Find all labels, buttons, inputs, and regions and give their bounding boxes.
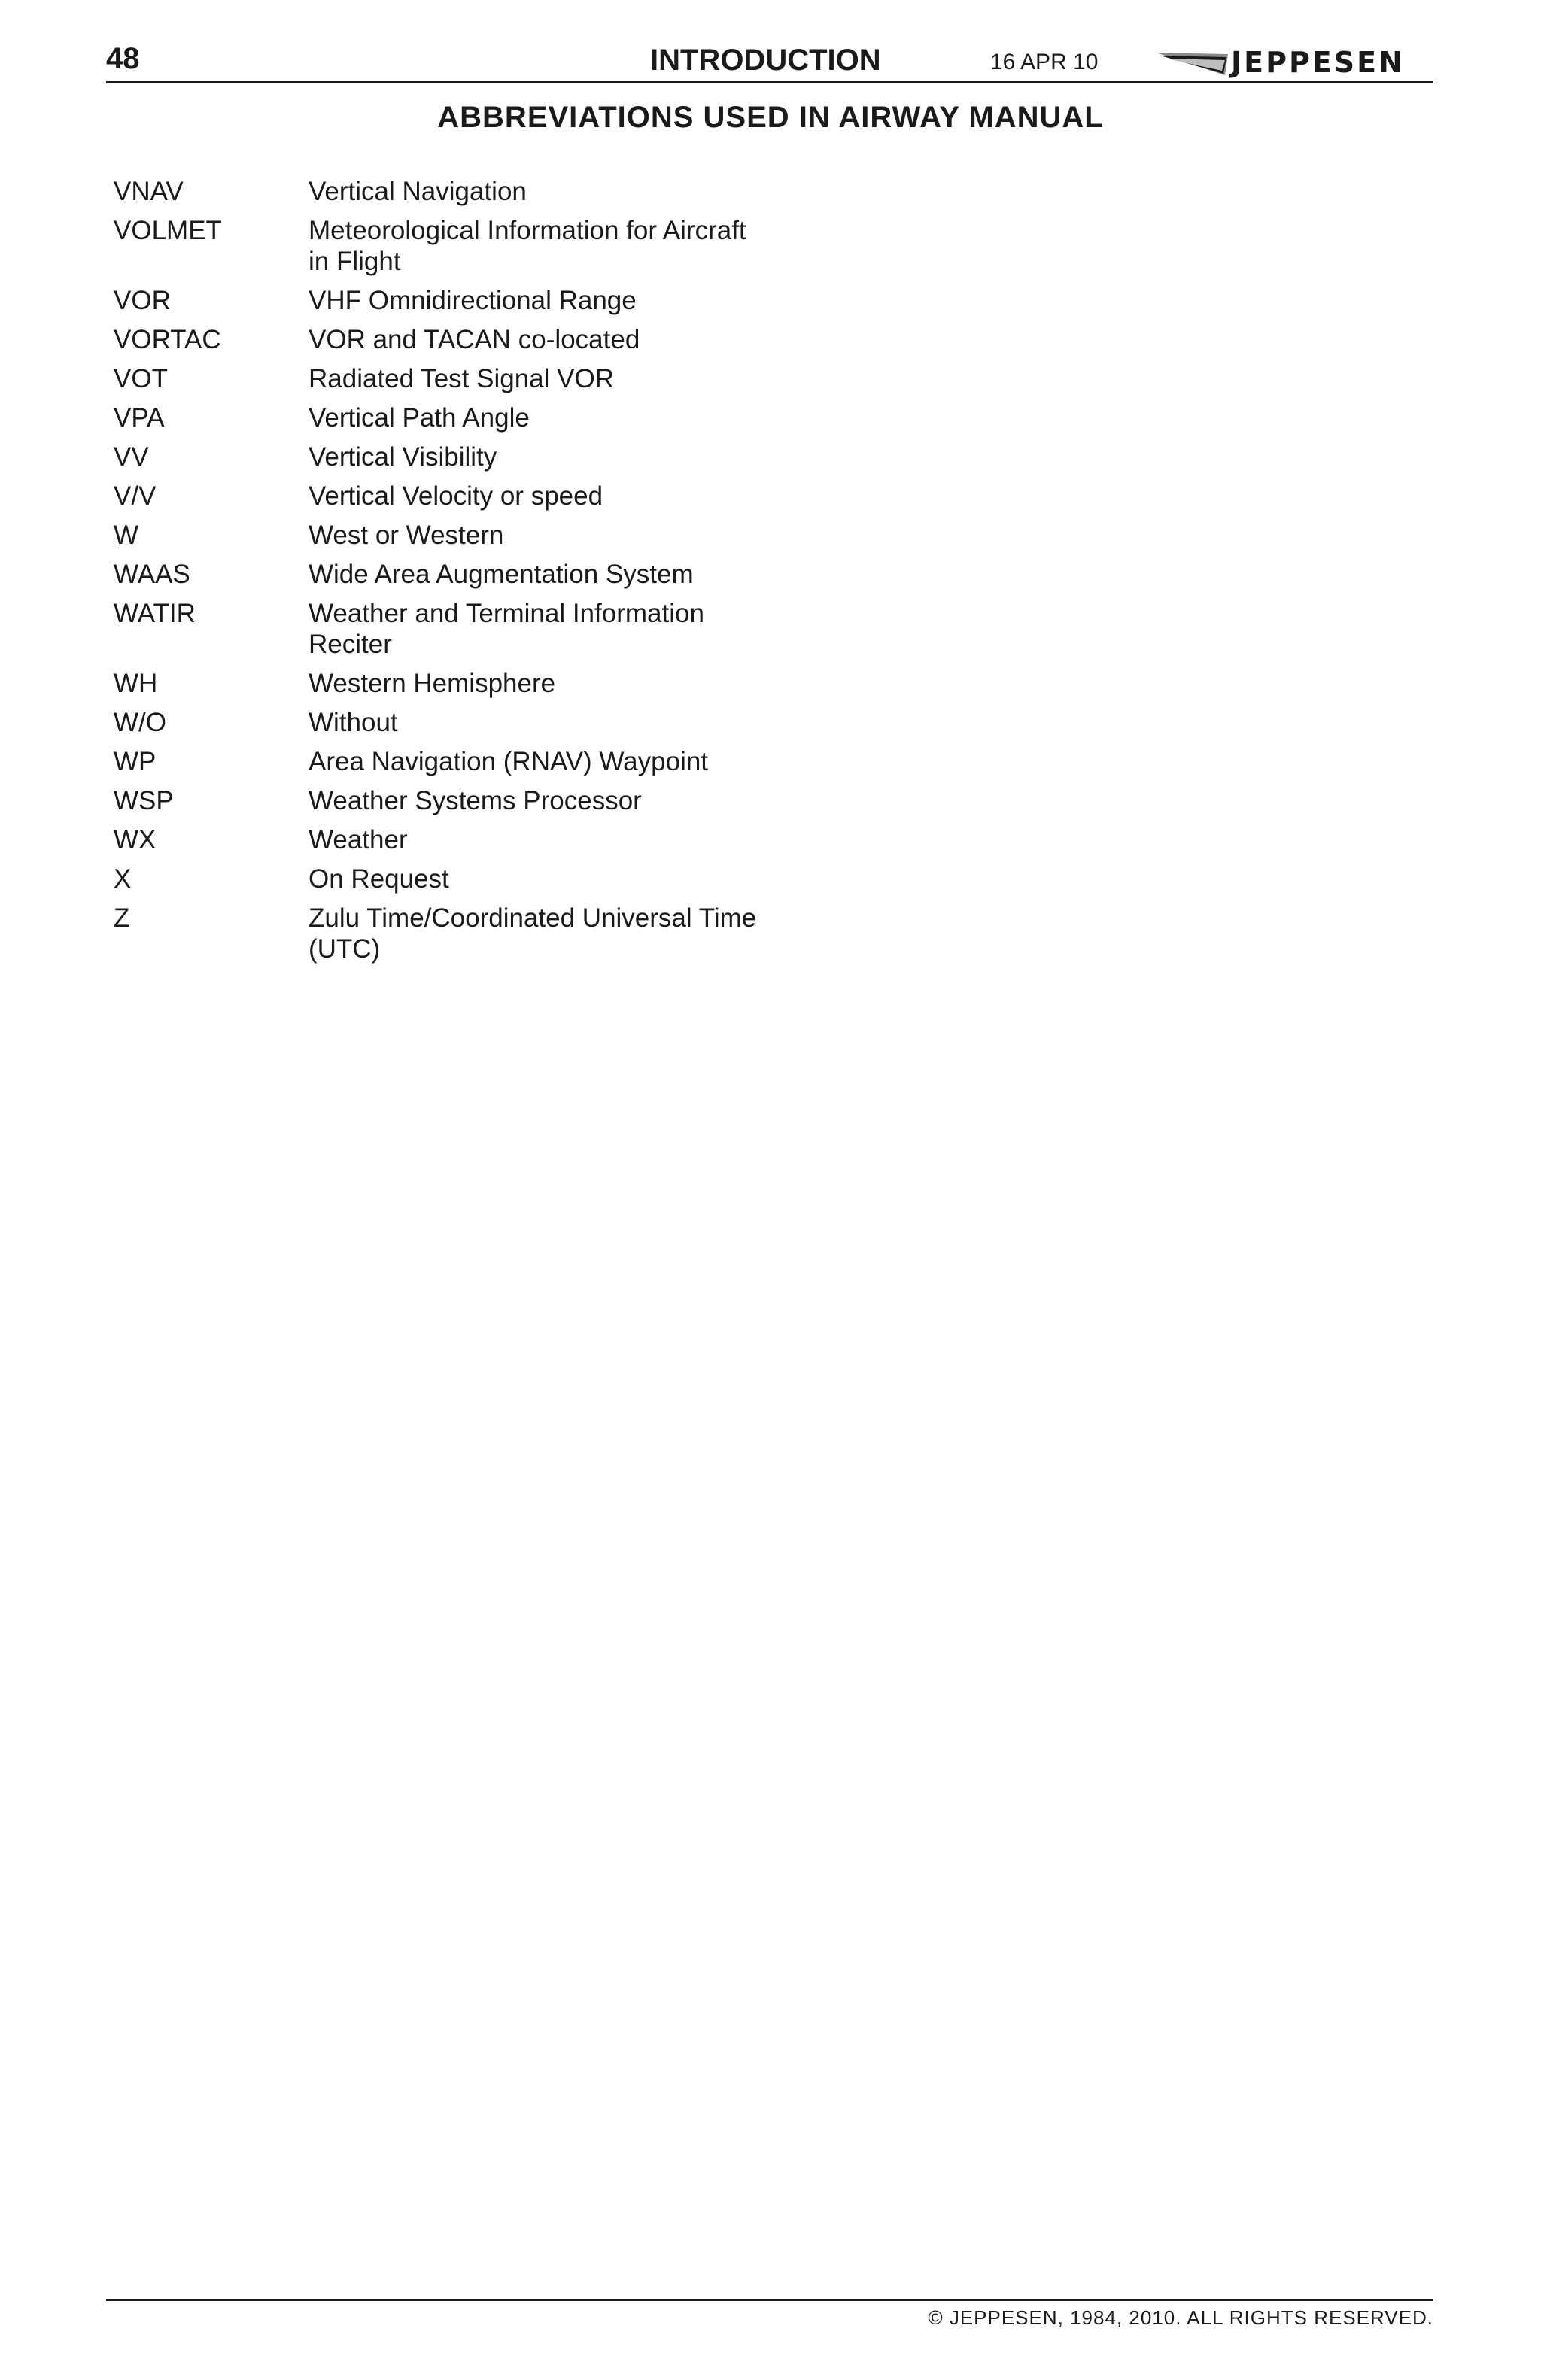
abbreviation-term: Z [114,903,130,933]
abbreviation-definition: Zulu Time/Coordinated Universal Time (UTC) [309,903,757,964]
abbreviation-definition: West or Western [309,521,504,550]
abbreviation-row [114,176,761,207]
abbreviation-row [114,785,761,816]
abbreviation-term: VOR [114,286,171,315]
abbreviation-definition: VHF Omnidirectional Range [309,286,637,315]
abbreviation-term: WX [114,825,157,855]
abbreviation-definition: Wide Area Augmentation System [309,560,694,589]
abbreviation-row [114,520,761,551]
abbreviation-definition: Western Hemisphere [309,669,556,698]
logo-swoosh-icon [1156,45,1231,80]
abbreviation-row [114,559,761,590]
abbreviation-definition: Without [309,708,398,737]
abbreviation-row [114,363,761,394]
abbreviation-term: VPA [114,403,165,433]
abbreviation-definition: On Request [309,864,449,894]
abbreviation-term: VOLMET [114,216,222,245]
abbreviation-definition: Area Navigation (RNAV) Waypoint [309,747,709,776]
abbreviation-definition: Vertical Navigation [309,177,527,206]
header-rule [106,81,1433,83]
page-title: ABBREVIATIONS USED IN AIRWAY MANUAL [437,101,1104,134]
revision-date: 16 APR 10 [990,50,1099,74]
abbreviation-term: X [114,864,132,894]
abbreviation-definition: Weather and Terminal Information Reciter [309,599,704,659]
abbreviation-term: W/O [114,708,166,737]
logo-text: JEPPESEN [1231,46,1405,79]
abbreviation-row [114,864,761,894]
abbreviation-row [114,442,761,472]
abbreviation-definition: Vertical Visibility [309,442,497,472]
abbreviation-term: WH [114,669,158,698]
abbreviation-definition: Weather Systems Processor [309,786,642,815]
abbreviation-definition: Radiated Test Signal VOR [309,364,614,393]
abbreviation-term: VNAV [114,177,184,206]
abbreviation-row [114,402,761,433]
abbreviation-term: V/V [114,481,157,511]
abbreviation-definition: Vertical Path Angle [309,403,530,433]
abbreviation-row [114,285,761,316]
footer-rule [106,2299,1433,2301]
jeppesen-logo [1156,45,1436,80]
abbreviation-term: W [114,521,139,550]
abbreviation-definition: Meteorological Information for Aircraft in Flight [309,216,746,276]
abbreviation-term: VORTAC [114,325,221,354]
abbreviation-row [114,215,761,277]
abbreviation-term: WAAS [114,560,190,589]
copyright-notice: © JEPPESEN, 1984, 2010. ALL RIGHTS RESERVED. [928,2306,1433,2329]
abbreviation-row [114,707,761,738]
abbreviation-definition: VOR and TACAN co-located [309,325,640,354]
abbreviation-row [114,824,761,855]
abbreviation-term: VOT [114,364,168,393]
abbreviation-term: WP [114,747,157,776]
abbreviation-row [114,668,761,699]
abbreviation-row [114,481,761,512]
abbreviation-list [114,176,761,973]
abbreviation-row [114,598,761,660]
abbreviation-term: WATIR [114,599,196,628]
abbreviation-definition: Weather [309,825,408,855]
abbreviation-term: VV [114,442,149,472]
section-title: INTRODUCTION [650,44,881,77]
abbreviation-row [114,746,761,777]
abbreviation-row [114,903,761,964]
page-number: 48 [106,42,140,75]
abbreviation-definition: Vertical Velocity or speed [309,481,603,511]
abbreviation-row [114,324,761,355]
abbreviation-term: WSP [114,786,174,815]
